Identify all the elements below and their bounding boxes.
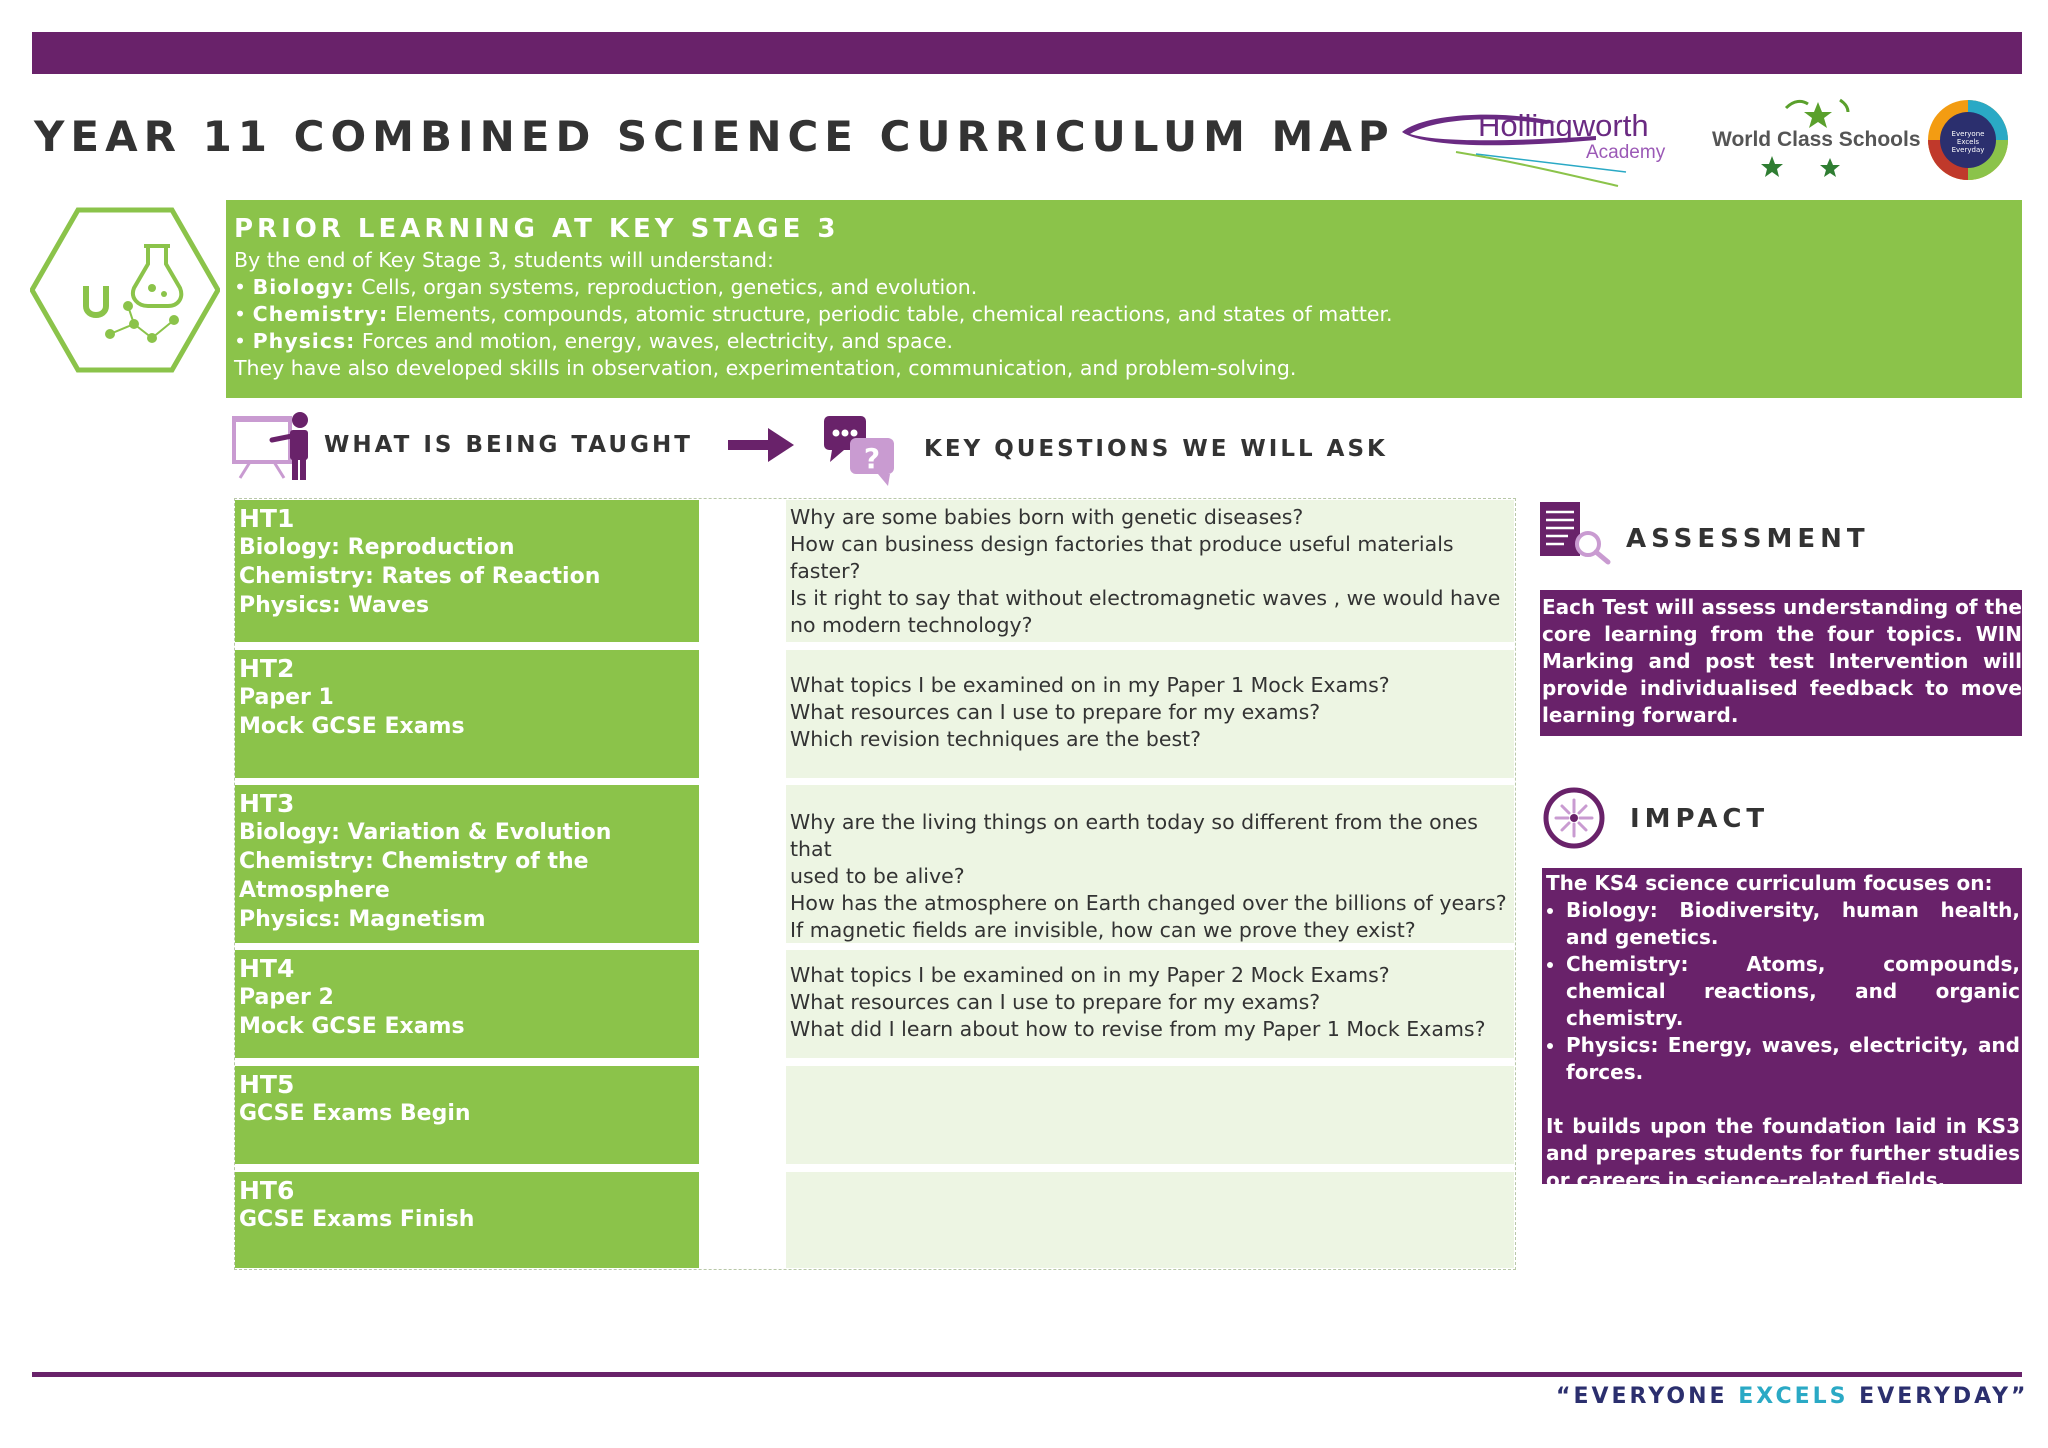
term-line: Atmosphere	[239, 878, 390, 903]
term-line: Paper 2	[239, 985, 334, 1010]
question-list	[790, 504, 1512, 639]
key-questions-heading: KEY QUESTIONS WE WILL ASK	[924, 436, 1388, 462]
term-ht1	[235, 500, 699, 642]
impact-icon	[1542, 786, 1606, 850]
prior-biology-text: Cells, organ systems, reproduction, genetics, and evolution.	[361, 275, 978, 299]
prior-physics-label: Physics:	[252, 329, 356, 353]
prior-learning-physics: • Physics: Forces and motion, energy, waves, electricity, and space.	[234, 329, 953, 353]
question-line: Why are the living things on earth today so different from the ones that	[790, 810, 1478, 861]
question-line: faster?	[790, 559, 861, 583]
speech-bubbles-icon	[822, 414, 896, 486]
assessment-text: Each Test will assess understanding of the core learning from the four topics. WIN Marking and post test Intervention will provide individualised feedback to move learning forward.	[1542, 595, 2022, 727]
question-line: If magnetic fields are invisible, how can we prove they exist?	[790, 918, 1416, 942]
prior-chemistry-label: Chemistry:	[252, 302, 389, 326]
term-line: Mock GCSE Exams	[239, 714, 465, 739]
impact-panel	[1542, 868, 2022, 1192]
impact-list	[1546, 897, 2020, 1086]
prior-biology-label: Biology:	[252, 275, 355, 299]
wcs-text: World Class Schools	[1712, 128, 1921, 151]
term-line: Physics: Waves	[239, 593, 430, 618]
prior-chemistry-text: Elements, compounds, atomic structure, periodic table, chemical reactions, and states of matter.	[394, 302, 1393, 326]
term-line: GCSE Exams Begin	[239, 1101, 471, 1126]
question-line: What topics I be examined on in my Paper 2 Mock Exams?	[790, 963, 1390, 987]
term-line: Mock GCSE Exams	[239, 1014, 465, 1039]
term-title: HT3	[239, 789, 295, 818]
footer-rule	[32, 1372, 2022, 1377]
prior-learning-biology: • Biology: Cells, organ systems, reproduction, genetics, and evolution.	[234, 275, 978, 299]
question-line: used to be alive?	[790, 864, 965, 888]
term-ht4	[235, 950, 699, 1058]
term-ht2	[235, 650, 699, 778]
questions-ht5	[786, 1066, 1514, 1164]
term-title: HT6	[239, 1176, 295, 1205]
academy-name: Hollingworth	[1478, 108, 1649, 143]
question-line: Which revision techniques are the best?	[790, 727, 1202, 751]
question-line: Is it right to say that without electromagnetic waves , we would have	[790, 586, 1501, 610]
motto-open-quote: “	[1556, 1384, 1574, 1409]
svg-text:?: ?	[863, 442, 881, 475]
question-line: Why are some babies born with genetic diseases?	[790, 505, 1304, 529]
question-line: What resources can I use to prepare for my exams?	[790, 700, 1321, 724]
question-line: How can business design factories that produce useful materials	[790, 532, 1454, 556]
term-title: HT1	[239, 504, 295, 533]
impact-item: • Chemistry: Atoms, compounds, chemical reactions, and organic chemistry.	[1566, 951, 2020, 1032]
term-ht6	[235, 1172, 699, 1268]
term-line: Biology: Reproduction	[239, 535, 515, 560]
svg-text:Everyday: Everyday	[1951, 146, 1985, 154]
impact-item: • Physics: Energy, waves, electricity, and forces.	[1566, 1032, 2020, 1086]
motto-word-excels: EXCELS	[1738, 1384, 1849, 1409]
hollingworth-logo	[1396, 100, 1696, 190]
impact-outro: It builds upon the foundation laid in KS3 and prepares students for further studies or careers in science-related fields.	[1546, 1114, 2020, 1192]
motto-word-everyone: EVERYONE	[1573, 1384, 1728, 1409]
svg-text:Everyone: Everyone	[1951, 130, 1985, 138]
question-line: What resources can I use to prepare for my exams?	[790, 990, 1321, 1014]
term-title: HT2	[239, 654, 295, 683]
term-title: HT5	[239, 1070, 295, 1099]
term-line: Biology: Variation & Evolution	[239, 820, 612, 845]
assessment-panel	[1540, 590, 2022, 736]
arrow-right-icon	[728, 428, 794, 462]
assessment-document-icon	[1538, 500, 1612, 566]
term-title: HT4	[239, 954, 295, 983]
prior-learning-panel	[226, 200, 2022, 398]
academy-subtitle: Academy	[1586, 142, 1666, 163]
school-motto	[1556, 1384, 2029, 1409]
term-line: Chemistry: Chemistry of the	[239, 849, 589, 874]
question-line: How has the atmosphere on Earth changed over the billions of years?	[790, 891, 1507, 915]
science-hexagon-icon	[30, 206, 220, 374]
prior-learning-outro: They have also developed skills in observation, experimentation, communication, and problem-solving.	[234, 356, 1297, 380]
impact-intro: The KS4 science curriculum focuses on:	[1546, 871, 1993, 895]
impact-item: • Biology: Biodiversity, human health, and genetics.	[1566, 897, 2020, 951]
motto-word-everyday: EVERYDAY	[1859, 1384, 2012, 1409]
term-line: GCSE Exams Finish	[239, 1207, 475, 1232]
term-line: Physics: Magnetism	[239, 907, 486, 932]
prior-physics-text: Forces and motion, energy, waves, electricity, and space.	[361, 329, 953, 353]
question-list	[790, 672, 1512, 753]
term-line: Paper 1	[239, 685, 334, 710]
questions-ht4	[786, 950, 1514, 1058]
questions-ht6	[786, 1172, 1514, 1268]
prior-learning-intro: By the end of Key Stage 3, students will understand:	[234, 248, 774, 272]
question-line: What did I learn about how to revise from my Paper 1 Mock Exams?	[790, 1017, 1486, 1041]
motto-close-quote: ”	[2011, 1384, 2029, 1409]
what-is-being-taught-heading: WHAT IS BEING TAUGHT	[324, 432, 693, 458]
question-line: What topics I be examined on in my Paper 1 Mock Exams?	[790, 673, 1390, 697]
prior-learning-title: PRIOR LEARNING AT KEY STAGE 3	[234, 214, 840, 244]
everyone-excels-badge	[1926, 98, 2010, 182]
term-ht3	[235, 785, 699, 943]
question-list	[790, 809, 1512, 944]
term-ht5	[235, 1066, 699, 1164]
assessment-heading: ASSESSMENT	[1626, 524, 1870, 554]
term-line: Chemistry: Rates of Reaction	[239, 564, 601, 589]
top-banner	[32, 32, 2022, 74]
question-list	[790, 962, 1512, 1043]
questions-ht3	[786, 785, 1514, 943]
impact-heading: IMPACT	[1630, 804, 1770, 834]
page-title: YEAR 11 COMBINED SCIENCE CURRICULUM MAP	[34, 112, 1395, 161]
world-class-schools-logo	[1712, 94, 1921, 188]
svg-text:Excels: Excels	[1956, 138, 1980, 146]
prior-learning-chemistry: • Chemistry: Elements, compounds, atomic structure, periodic table, chemical reactions, and states of matter.	[234, 302, 1393, 326]
question-line: no modern technology?	[790, 613, 1033, 637]
questions-ht1	[786, 500, 1514, 642]
questions-ht2	[786, 650, 1514, 778]
teacher-board-icon	[230, 410, 314, 482]
